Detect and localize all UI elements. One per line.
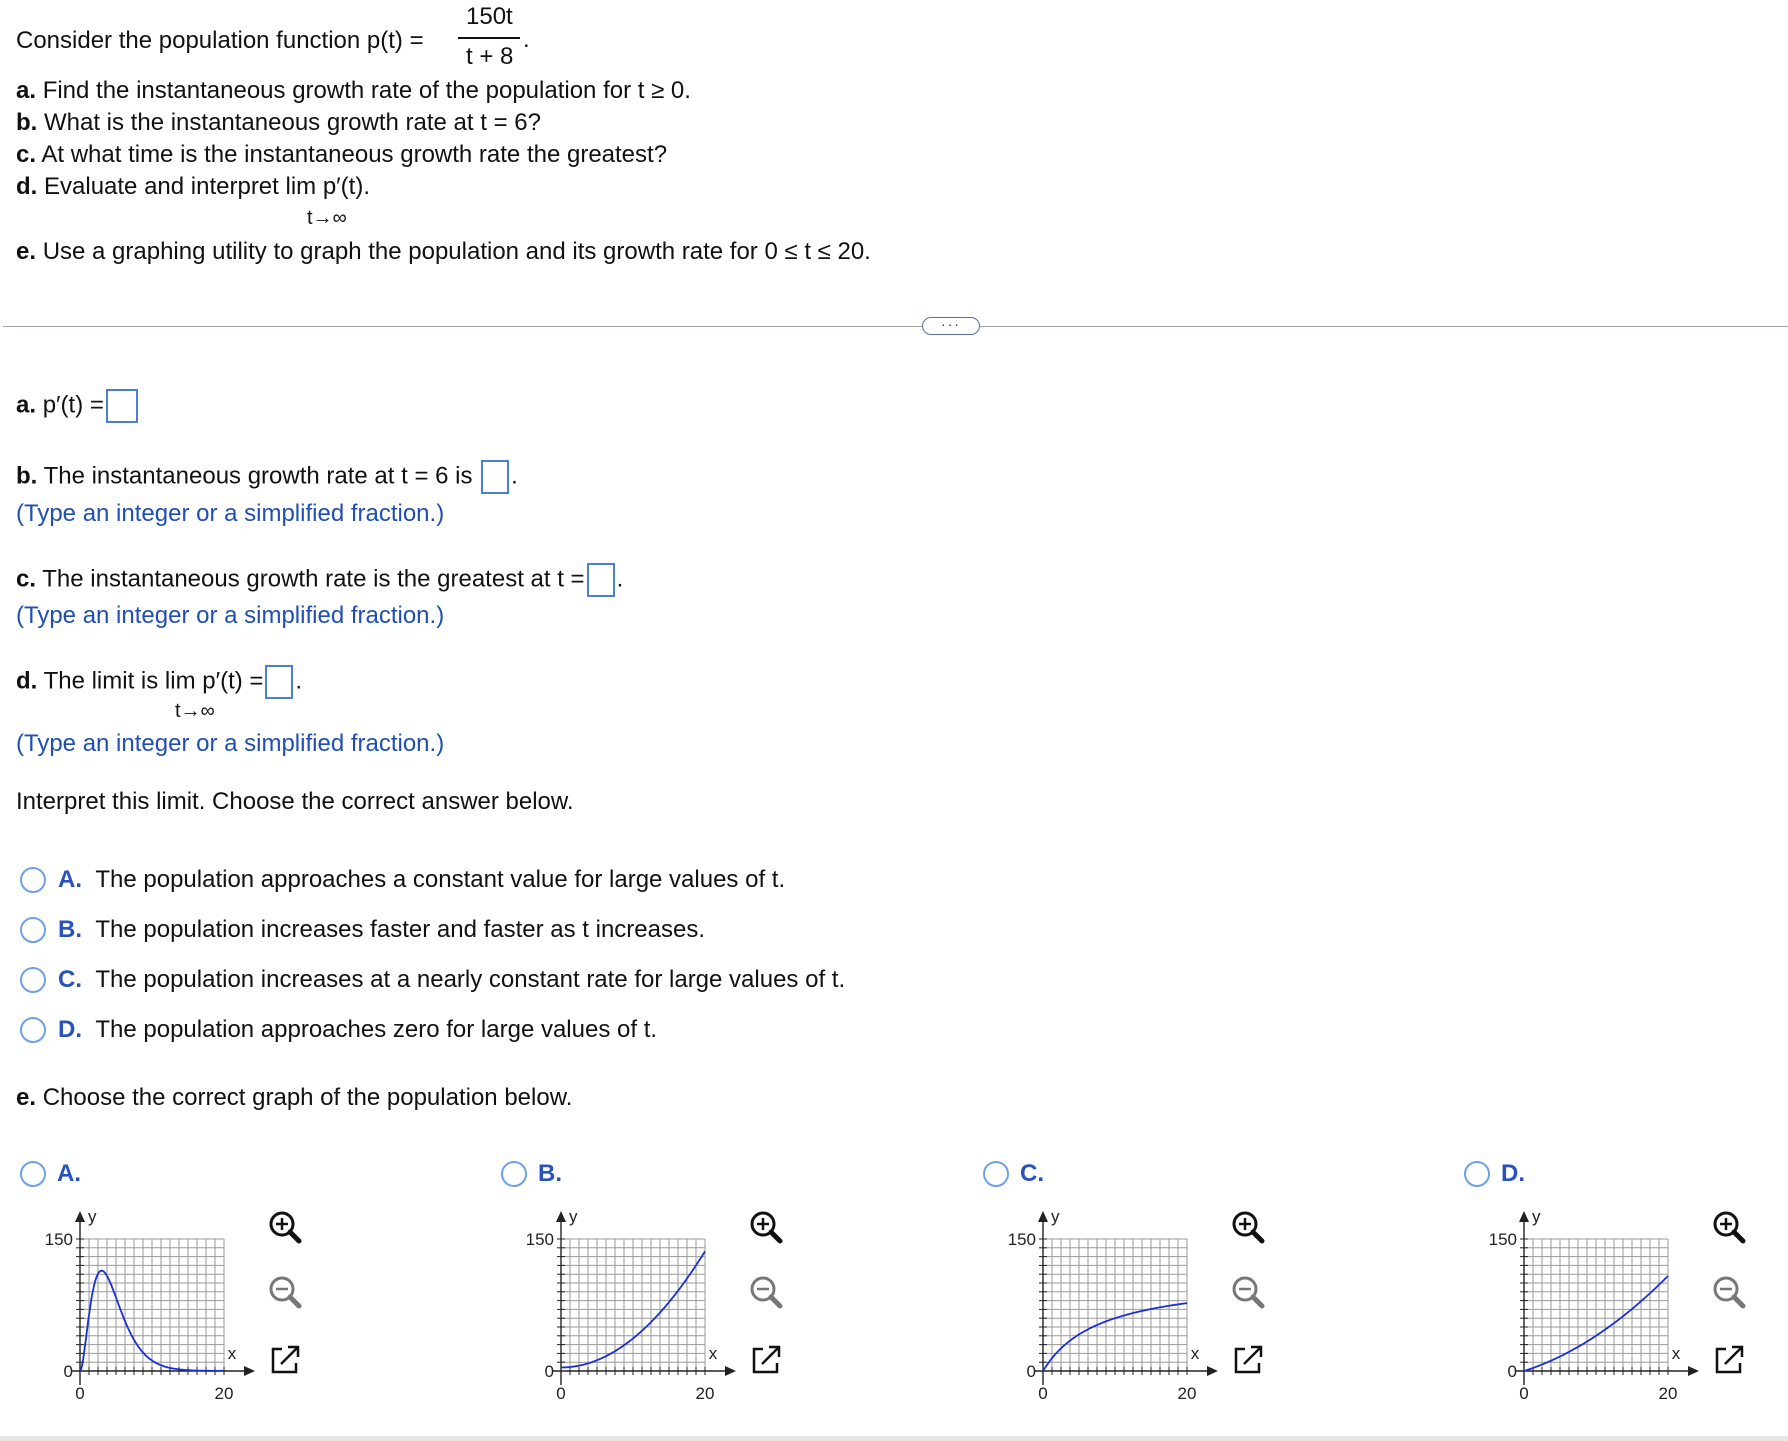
- zoom-out-icon[interactable]: [1228, 1272, 1268, 1312]
- choice-c-radio[interactable]: [20, 967, 46, 993]
- choice-d[interactable]: D. The population approaches zero for large values of t.: [58, 1016, 658, 1043]
- x-zero-label: 0: [75, 1384, 85, 1403]
- y-axis-arrow: [556, 1211, 566, 1222]
- answer-d-limit-subscript: t→∞: [175, 700, 215, 722]
- section-divider: [3, 326, 1788, 327]
- graph-b-radio[interactable]: [501, 1161, 527, 1187]
- answer-a-input[interactable]: [106, 389, 138, 423]
- x-tick-label: 20: [1658, 1384, 1678, 1403]
- graph-a-radio[interactable]: [20, 1161, 46, 1187]
- choice-c[interactable]: C. The population increases at a nearly constant rate for large values of t.: [58, 966, 846, 993]
- limit-subscript: t→∞: [307, 207, 347, 229]
- interpret-prompt: Interpret this limit. Choose the correct answer below.: [16, 788, 574, 815]
- choice-a-radio[interactable]: [20, 867, 46, 893]
- x-axis-arrow: [244, 1366, 255, 1376]
- graph-c-plot: [993, 1205, 1233, 1410]
- answer-c-row: c. The instantaneous growth rate is the greatest at t = .: [16, 563, 623, 597]
- x-axis-label: x: [227, 1344, 237, 1363]
- answer-d-input[interactable]: [265, 665, 293, 699]
- choice-a[interactable]: A. The population approaches a constant value for large values of t.: [58, 866, 786, 893]
- part-e-prompt: e. Choose the correct graph of the population below.: [16, 1084, 573, 1111]
- zoom-out-icon[interactable]: [746, 1272, 786, 1312]
- y-zero-label: 0: [63, 1362, 73, 1381]
- graph-a-label[interactable]: A.: [57, 1160, 81, 1187]
- answer-d-row: d. The limit is lim p′(t) = .: [16, 665, 302, 699]
- graph-d-label[interactable]: D.: [1501, 1160, 1525, 1187]
- part-a-question: a. Find the instantaneous growth rate of the population for t ≥ 0.: [16, 77, 691, 104]
- choice-b-radio[interactable]: [20, 917, 46, 943]
- x-zero-label: 0: [1038, 1384, 1048, 1403]
- y-axis-label: y: [88, 1207, 97, 1226]
- fraction-bar: [458, 37, 520, 39]
- zoom-in-icon[interactable]: [265, 1207, 305, 1247]
- grid: [1524, 1239, 1668, 1371]
- x-axis-arrow: [1207, 1366, 1218, 1376]
- y-zero-label: 0: [1507, 1362, 1517, 1381]
- graph-d-plot: [1474, 1205, 1714, 1410]
- graph-c-radio[interactable]: [983, 1161, 1009, 1187]
- answer-b-input[interactable]: [481, 460, 509, 494]
- x-axis-label: x: [1190, 1344, 1200, 1363]
- grid: [561, 1239, 705, 1371]
- zoom-out-icon[interactable]: [265, 1272, 305, 1312]
- y-zero-label: 0: [544, 1362, 554, 1381]
- y-axis-label: y: [1532, 1207, 1541, 1226]
- answer-a-row: a. p′(t) =: [16, 389, 140, 423]
- x-axis-arrow: [1688, 1366, 1699, 1376]
- x-axis-arrow: [725, 1366, 736, 1376]
- x-tick-label: 20: [1177, 1384, 1197, 1403]
- popout-icon[interactable]: [748, 1342, 784, 1378]
- grid: [80, 1239, 224, 1371]
- intro-period: .: [523, 26, 530, 53]
- popout-icon[interactable]: [1230, 1342, 1266, 1378]
- y-axis-label: y: [1051, 1207, 1060, 1226]
- popout-icon[interactable]: [1711, 1342, 1747, 1378]
- expand-button[interactable]: ···: [922, 317, 980, 335]
- fraction-numerator: 150t: [466, 3, 513, 30]
- part-d-question: d. Evaluate and interpret lim p′(t).: [16, 173, 370, 200]
- x-tick-label: 20: [695, 1384, 715, 1403]
- choice-b[interactable]: B. The population increases faster and faster as t increases.: [58, 916, 706, 943]
- x-tick-label: 20: [214, 1384, 234, 1403]
- zoom-in-icon[interactable]: [1228, 1207, 1268, 1247]
- zoom-in-icon[interactable]: [1709, 1207, 1749, 1247]
- answer-b-row: b. The instantaneous growth rate at t = 6 is .: [16, 460, 518, 494]
- y-axis-arrow: [1038, 1211, 1048, 1222]
- zoom-out-icon[interactable]: [1709, 1272, 1749, 1312]
- answer-c-input[interactable]: [587, 563, 615, 597]
- popout-icon[interactable]: [267, 1342, 303, 1378]
- x-axis-label: x: [708, 1344, 718, 1363]
- y-axis-arrow: [75, 1211, 85, 1222]
- y-tick-label: 150: [1007, 1230, 1036, 1249]
- x-zero-label: 0: [1519, 1384, 1529, 1403]
- x-axis-label: x: [1671, 1344, 1681, 1363]
- part-b-question: b. What is the instantaneous growth rate at t = 6?: [16, 109, 541, 136]
- part-e-question: e. Use a graphing utility to graph the population and its growth rate for 0 ≤ t ≤ 20.: [16, 238, 871, 265]
- graph-b-label[interactable]: B.: [538, 1160, 562, 1187]
- answer-d-hint: (Type an integer or a simplified fraction.): [16, 730, 445, 757]
- part-c-question: c. At what time is the instantaneous growth rate the greatest?: [16, 141, 668, 168]
- answer-b-hint: (Type an integer or a simplified fraction.): [16, 500, 445, 527]
- grid: [1043, 1239, 1187, 1371]
- choice-d-radio[interactable]: [20, 1017, 46, 1043]
- zoom-in-icon[interactable]: [746, 1207, 786, 1247]
- graph-b-plot: [511, 1205, 751, 1410]
- y-axis-arrow: [1519, 1211, 1529, 1222]
- y-tick-label: 150: [44, 1230, 73, 1249]
- x-zero-label: 0: [556, 1384, 566, 1403]
- graph-a-plot: [30, 1205, 270, 1410]
- bottom-bar: [0, 1436, 1788, 1441]
- y-tick-label: 150: [1488, 1230, 1517, 1249]
- graph-c-label[interactable]: C.: [1020, 1160, 1044, 1187]
- intro-text: Consider the population function p(t) =: [16, 27, 424, 54]
- y-zero-label: 0: [1026, 1362, 1036, 1381]
- y-axis-label: y: [569, 1207, 578, 1226]
- graph-d-radio[interactable]: [1464, 1161, 1490, 1187]
- answer-c-hint: (Type an integer or a simplified fraction.): [16, 602, 445, 629]
- y-tick-label: 150: [525, 1230, 554, 1249]
- fraction-denominator: t + 8: [466, 43, 514, 70]
